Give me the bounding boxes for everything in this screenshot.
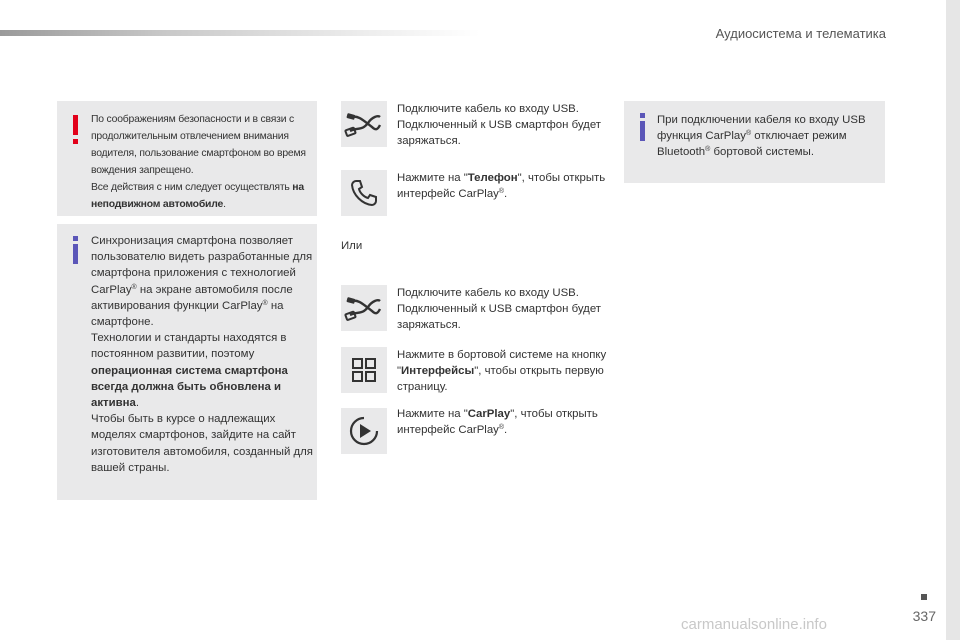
step2-pre: Нажмите на " xyxy=(397,172,468,184)
info-right-t3: бортовой системы. xyxy=(710,146,814,159)
page-number: 337 xyxy=(912,608,936,624)
step2-icon-box xyxy=(341,170,387,216)
step5-end: . xyxy=(504,424,508,437)
step4-icon-box xyxy=(341,347,387,393)
info-p3: Чтобы быть в курсе о надлежащих моделях смартфонов, зайдите на сайт изготовителя автомобиля, созданный для вашей страны. xyxy=(91,413,313,474)
step4-bold: Интерфейсы xyxy=(401,365,475,378)
info-right-t1-sup: ® xyxy=(745,130,752,138)
warning-text xyxy=(91,111,313,213)
warning-line2: Все действия с ним следует осуществлять xyxy=(91,182,293,193)
page-section-title: Аудиосистема и телематика xyxy=(715,26,886,41)
info-right-t1: При подключении кабеля ко входу USB функция CarPlay xyxy=(657,114,866,143)
page-edge-strip xyxy=(946,0,960,640)
warning-exclamation-icon xyxy=(73,115,78,135)
step1-text: Подключите кабель ко входу USB. Подключенный к USB смартфон будет заряжаться. xyxy=(397,103,602,148)
step2-sup: ® xyxy=(498,188,505,196)
info-box-bluetooth xyxy=(624,101,885,183)
info-icon xyxy=(73,244,78,264)
grid-menu-icon xyxy=(351,357,377,383)
info-text xyxy=(91,233,313,476)
step2-text xyxy=(397,170,612,202)
or-label: Или xyxy=(341,240,363,252)
info-p1: Синхронизация смартфона позволяет пользователю видеть разработанные для смартфона приложения с технологией CarPlay xyxy=(91,235,313,296)
warning-line2-bold: на неподвижном автомобиле xyxy=(91,182,304,210)
step2-end: . xyxy=(504,188,508,201)
warning-line1: По соображениям безопасности и в связи с продолжительным отвлечением внимания водителя, пользование смартфоном во время вождения запрещено. xyxy=(91,114,306,176)
info-right-t2: отключает режим Bluetooth xyxy=(657,130,847,159)
info-p1b-sup: ® xyxy=(262,299,268,307)
watermark: carmanualsonline.info xyxy=(681,616,827,633)
info-right-text xyxy=(657,112,879,161)
step5-icon-box xyxy=(341,408,387,454)
warning-line2-end: . xyxy=(223,199,226,210)
step2-bold: Телефон xyxy=(467,172,518,184)
info-icon xyxy=(640,121,645,141)
info-p1c: на смартфоне. xyxy=(91,299,284,329)
info-p2: Технологии и стандарты находятся в постоянном развитии, поэтому xyxy=(91,332,287,361)
info-right-t2-sup: ® xyxy=(705,146,711,154)
usb-cable-icon xyxy=(344,107,384,141)
step5-text xyxy=(397,406,612,438)
warning-box xyxy=(57,101,317,216)
step5-post: ", чтобы открыть интерфейс CarPlay xyxy=(397,408,598,437)
step5-sup: ® xyxy=(498,424,505,432)
carplay-play-icon xyxy=(348,415,380,447)
usb-cable-icon xyxy=(344,291,384,325)
info-p1-sup: ® xyxy=(131,283,137,291)
info-box-carplay xyxy=(57,224,317,500)
page-dot xyxy=(921,594,927,600)
step5-pre: Нажмите на " xyxy=(397,408,468,420)
header-rule xyxy=(0,30,480,36)
step3-text: Подключите кабель ко входу USB. Подключенный к USB смартфон будет заряжаться. xyxy=(397,287,602,332)
info-p2-bold: операционная система смартфона всегда должна быть обновлена и активна xyxy=(91,364,288,410)
phone-handset-icon xyxy=(349,178,379,208)
step3-icon-box xyxy=(341,285,387,331)
step4-post: ", чтобы открыть первую страницу. xyxy=(397,365,604,394)
info-p1b: на экране автомобиля после активирования функции CarPlay xyxy=(91,283,293,312)
step4-text xyxy=(397,347,612,396)
step5-bold: CarPlay xyxy=(467,408,511,420)
step2-post: ", чтобы открыть интерфейс CarPlay xyxy=(397,172,606,201)
step4-pre: Нажмите в бортовой системе на кнопку " xyxy=(397,349,607,378)
info-p2-end: . xyxy=(135,397,140,410)
step1-icon-box xyxy=(341,101,387,147)
